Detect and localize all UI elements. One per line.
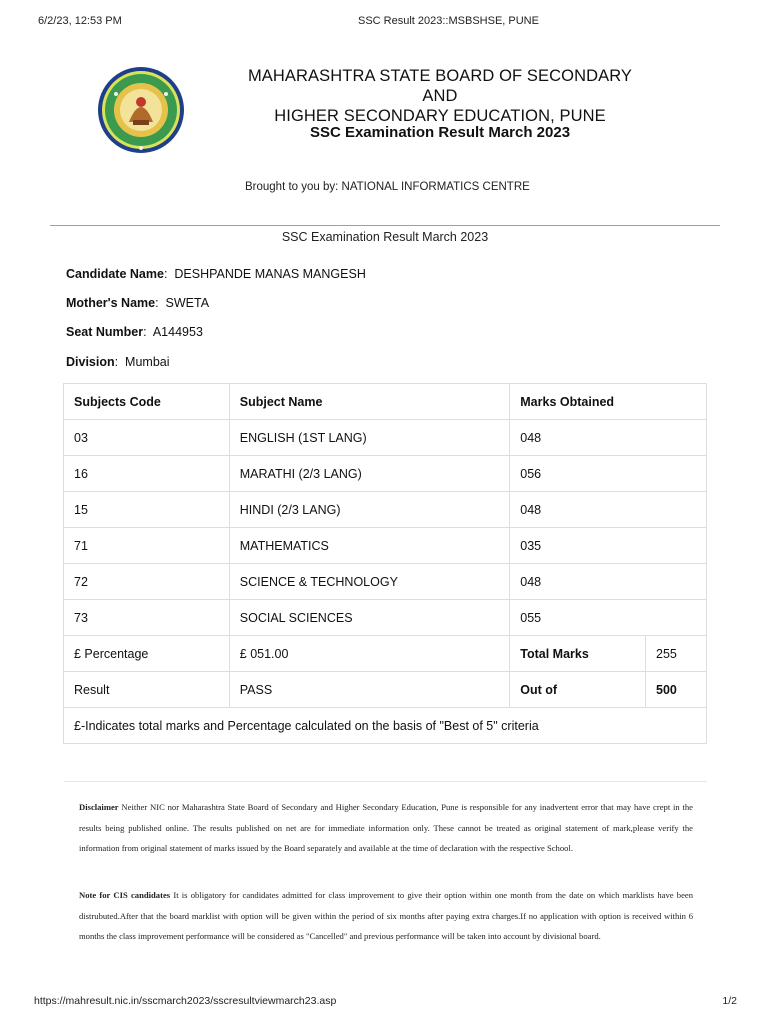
total-marks-value: 255	[646, 636, 707, 672]
subject-code: 73	[64, 600, 230, 636]
disclaimer-text: Neither NIC nor Maharashtra State Board of Secondary and Higher Secondary Education, Pune is responsible for any inadvertent error that may have crept in the results being published online. The results published on net are for immediate information only. These cannot be treated as original statement of mark,please verify the information from original statement of marks issued by the Board separately and available at the time of declaration with the respective School.	[79, 802, 693, 853]
result-value: PASS	[229, 672, 510, 708]
footer-divider	[64, 781, 707, 782]
board-title-line1: MAHARASHTRA STATE BOARD OF SECONDARY AND	[247, 67, 633, 105]
subject-code: 71	[64, 528, 230, 564]
header-subject-code: Subjects Code	[64, 384, 230, 420]
table-header-row	[64, 384, 707, 420]
mother-name-label: Mother's Name	[66, 296, 156, 310]
table-row	[64, 564, 707, 600]
seat-number-label: Seat Number	[66, 325, 144, 339]
cis-note	[79, 885, 693, 947]
percentage-row	[64, 636, 707, 672]
candidate-name-label: Candidate Name	[66, 267, 164, 281]
candidate-name-row: Candidate Name: DESHPANDE MANAS MANGESH	[66, 267, 366, 281]
out-of-value: 500	[646, 672, 707, 708]
subject-code: 72	[64, 564, 230, 600]
print-tab-title: SSC Result 2023::MSBSHSE, PUNE	[358, 15, 539, 27]
subject-marks: 048	[510, 564, 707, 600]
note-row	[64, 708, 707, 744]
divider	[50, 225, 720, 226]
subject-name: ENGLISH (1ST LANG)	[229, 420, 510, 456]
print-footer-page: 1/2	[722, 995, 737, 1007]
header-subject-name: Subject Name	[229, 384, 510, 420]
disclaimer-label: Disclaimer	[79, 802, 119, 812]
out-of-label: Out of	[510, 672, 646, 708]
board-seal-icon	[96, 66, 186, 154]
subject-marks: 048	[510, 492, 707, 528]
subject-name: MARATHI (2/3 LANG)	[229, 456, 510, 492]
result-section-title: SSC Examination Result March 2023	[281, 230, 489, 244]
mother-name-value: SWETA	[165, 296, 210, 310]
percentage-label: £ Percentage	[64, 636, 230, 672]
print-footer-url: https://mahresult.nic.in/sscmarch2023/sscresultviewmarch23.asp	[34, 995, 337, 1007]
candidate-name-value: DESHPANDE MANAS MANGESH	[174, 267, 366, 281]
subject-marks: 035	[510, 528, 707, 564]
subject-name: HINDI (2/3 LANG)	[229, 492, 510, 528]
subject-marks: 055	[510, 600, 707, 636]
result-row	[64, 672, 707, 708]
division-row: Division: Mumbai	[66, 355, 170, 369]
mother-name-row: Mother's Name: SWETA	[66, 296, 210, 310]
subject-code: 03	[64, 420, 230, 456]
best-of-5-note: £-Indicates total marks and Percentage calculated on the basis of "Best of 5" criteria	[64, 708, 707, 744]
cis-note-text: It is obligatory for candidates admitted for class improvement to give their option within one month from the date on which marklists have been distrubuted.After that the board marklist with option will be given within the period of six months after paying extra charges.If no application with option is received within 6 months the class improvement performance will be considered as "Cancelled" and previous performance will be taken into account by divisional board.	[79, 890, 693, 941]
total-marks-label: Total Marks	[510, 636, 646, 672]
subject-code: 16	[64, 456, 230, 492]
print-datetime: 6/2/23, 12:53 PM	[38, 15, 122, 27]
table-row	[64, 456, 707, 492]
table-row	[64, 492, 707, 528]
board-title	[230, 66, 650, 126]
header-marks-obtained: Marks Obtained	[510, 384, 707, 420]
table-row	[64, 528, 707, 564]
table-row	[64, 420, 707, 456]
subject-code: 15	[64, 492, 230, 528]
exam-title: SSC Examination Result March 2023	[309, 124, 571, 141]
board-title-line2: HIGHER SECONDARY EDUCATION, PUNE	[274, 107, 606, 125]
cis-note-label: Note for CIS candidates	[79, 890, 171, 900]
seat-number-value: A144953	[152, 325, 203, 339]
brought-by: Brought to you by: NATIONAL INFORMATICS CENTRE	[245, 181, 530, 193]
subject-marks: 056	[510, 456, 707, 492]
percentage-value: £ 051.00	[229, 636, 510, 672]
marks-table	[63, 383, 707, 744]
table-row	[64, 600, 707, 636]
subject-marks: 048	[510, 420, 707, 456]
subject-name: SOCIAL SCIENCES	[229, 600, 510, 636]
subject-name: SCIENCE & TECHNOLOGY	[229, 564, 510, 600]
disclaimer	[79, 797, 693, 859]
result-label: Result	[64, 672, 230, 708]
division-value: Mumbai	[125, 355, 170, 369]
seat-number-row: Seat Number: A144953	[66, 325, 203, 339]
division-label: Division	[66, 355, 115, 369]
subject-name: MATHEMATICS	[229, 528, 510, 564]
